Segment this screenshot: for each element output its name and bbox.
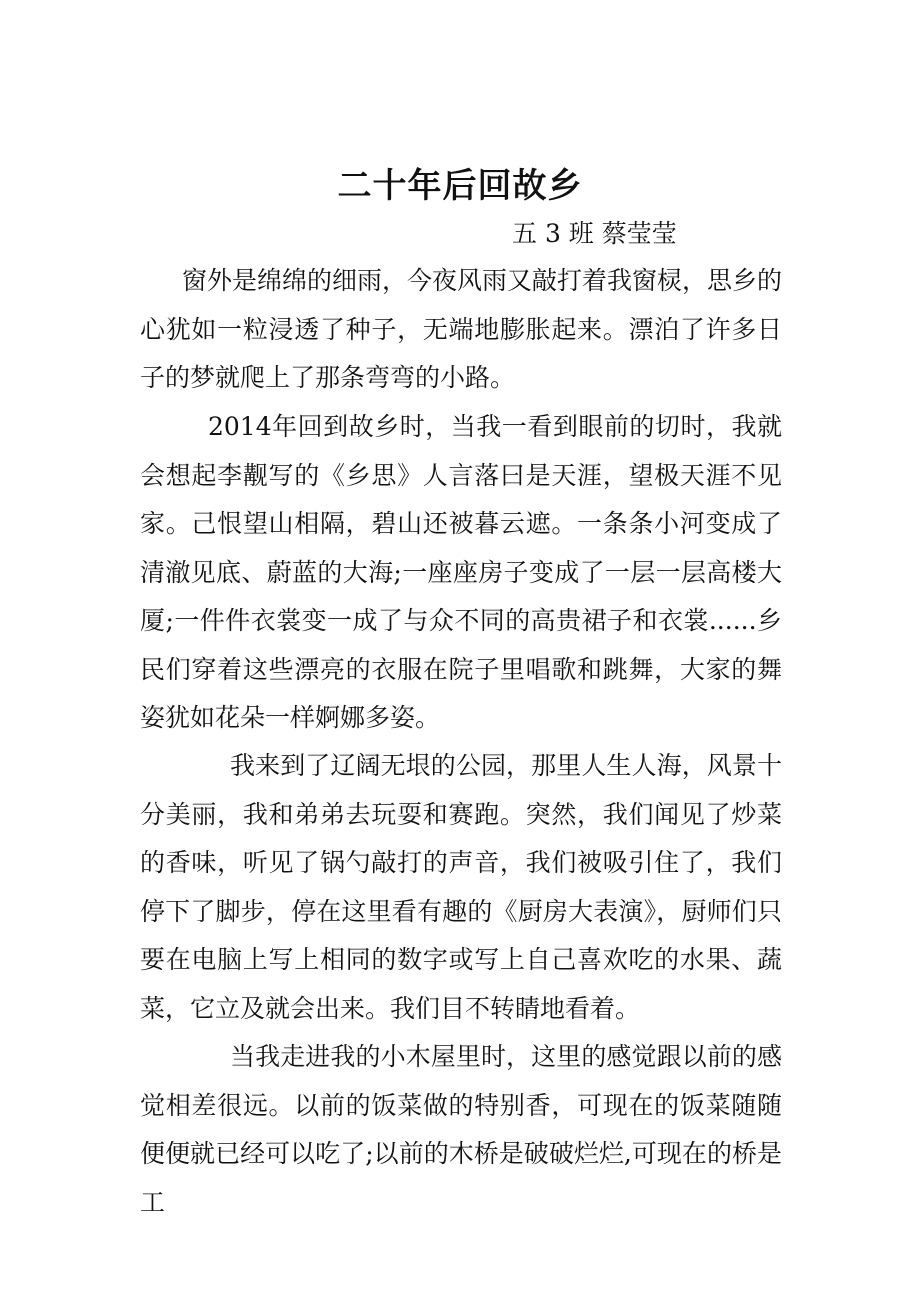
paragraph-2: 2014年回到故乡时，当我一看到眼前的切时，我就会想起李觏写的《乡思》人言落曰是天涯，望极天涯不见家。己恨望山相隔，碧山还被暮云遮。一条条小河变成了清澈见底、蔚蓝的大海;一座座房子变成了一层一层高楼大厦;一件件衣裳变一成了与众不同的高贵裙子和衣裳......乡民们穿着这些漂亮的衣服在院子里唱歌和跳舞，大家的舞姿犹如花朵一样婀娜多姿。 <box>140 412 782 732</box>
essay-title: 二十年后回故乡 <box>337 166 583 206</box>
author-line: 五 3 班 蔡莹莹 <box>512 219 677 248</box>
paragraph-4: 当我走进我的小木屋里时，这里的感觉跟以前的感觉相差很远。以前的饭菜做的特别香，可现在的饭菜随随便便就已经可以吃了;以前的木桥是破破烂烂,可现在的桥是工 <box>140 1042 782 1217</box>
paragraph-1: 窗外是绵绵的细雨，今夜风雨又敲打着我窗棂，思乡的心犹如一粒浸透了种子，无端地膨胀起来。漂泊了许多日子的梦就爬上了那条弯弯的小路。 <box>140 266 783 392</box>
paragraph-3: 我来到了辽阔无垠的公园，那里人生人海，风景十分美丽，我和弟弟去玩耍和赛跑。突然，我们闻见了炒菜的香味，听见了锅勺敲打的声音，我们被吸引住了，我们停下了脚步，停在这里看有趣的《厨房大表演》，厨师们只要在电脑上写上相同的数字或写上自己喜欢吃的水果、蔬菜，它立及就会出来。我们目不转睛地看着。 <box>140 751 782 1023</box>
